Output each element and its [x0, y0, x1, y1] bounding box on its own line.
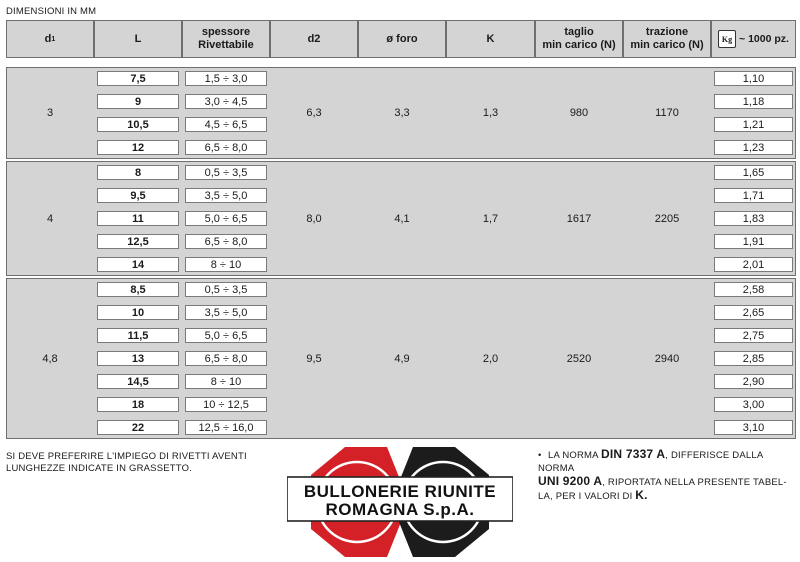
norm-note-text-3: , RIPORTATA NELLA PRESENTE TABEL- — [602, 477, 787, 488]
length-cell: 14 — [97, 257, 179, 272]
thickness-cell: 0,5 ÷ 3,5 — [185, 282, 267, 297]
norm-note — [538, 448, 798, 503]
thickness-cell: 5,0 ÷ 6,5 — [185, 328, 267, 343]
weight-cell: 1,23 — [714, 140, 793, 155]
preference-note-line2: LUNGHEZZE INDICATE IN GRASSETTO. — [6, 463, 193, 474]
header-trazione-line1: trazione — [645, 26, 689, 38]
thickness-cell: 4,5 ÷ 6,5 — [185, 117, 267, 132]
thickness-cell: 8 ÷ 10 — [185, 257, 267, 272]
logo-line1: BULLONERIE RIUNITE — [303, 482, 497, 501]
norm-uni: UNI 9200 A — [538, 474, 603, 488]
bullet-icon: • — [538, 450, 542, 461]
norm-din: DIN 7337 A — [601, 447, 666, 461]
preference-note-line1: SI DEVE PREFERIRE L'IMPIEGO DI RIVETTI AVENTI — [6, 451, 247, 462]
norm-note-text-1: LA NORMA — [548, 450, 599, 461]
weight-cell: 2,90 — [714, 374, 793, 389]
length-cell: 9 — [97, 94, 179, 109]
header-trazione — [623, 20, 711, 58]
group-trazione-value: 2940 — [654, 352, 680, 365]
length-cell: 7,5 — [97, 71, 179, 86]
group-d2-value: 8,0 — [306, 212, 322, 225]
header-d2: d2 — [270, 20, 358, 58]
length-cell: 10 — [97, 305, 179, 320]
preference-note — [6, 451, 247, 475]
thickness-cell: 6,5 ÷ 8,0 — [185, 351, 267, 366]
weight-icon: Kg — [718, 30, 736, 48]
length-cell: 8,5 — [97, 282, 179, 297]
group-d2-value: 6,3 — [306, 107, 322, 119]
group-foro-value: 4,9 — [394, 352, 410, 365]
header-spessore-line2: Rivettabile — [198, 39, 254, 51]
header-weight — [711, 20, 796, 58]
weight-cell: 3,00 — [714, 397, 793, 412]
header-K: K — [446, 20, 535, 58]
group-trazione-value: 1170 — [655, 107, 679, 119]
header-foro: ø foro — [358, 20, 446, 58]
group-d1-value: 4,8 — [42, 352, 58, 365]
group-taglio-value: 1617 — [566, 212, 592, 225]
header-d1-label: d — [44, 32, 52, 45]
header-taglio-line2: min carico (N) — [542, 39, 616, 51]
weight-cell: 1,18 — [714, 94, 793, 109]
weight-cell: 2,75 — [714, 328, 793, 343]
group-K-value: 1,3 — [482, 107, 499, 119]
length-cell: 11 — [97, 211, 179, 226]
norm-note-text-4: LA, PER I VALORI DI — [538, 491, 633, 502]
thickness-cell: 5,0 ÷ 6,5 — [185, 211, 267, 226]
group-d1-value: 3 — [46, 107, 54, 119]
thickness-cell: 6,5 ÷ 8,0 — [185, 140, 267, 155]
weight-cell: 1,71 — [714, 188, 793, 203]
weight-cell: 2,01 — [714, 257, 793, 272]
header-L: L — [94, 20, 182, 58]
length-cell: 11,5 — [97, 328, 179, 343]
length-cell: 9,5 — [97, 188, 179, 203]
group-taglio-value: 2520 — [566, 352, 592, 365]
group-K-value: 2,0 — [482, 352, 499, 365]
header-weight-label: ~ 1000 pz. — [739, 32, 789, 45]
thickness-cell: 3,0 ÷ 4,5 — [185, 94, 267, 109]
thickness-cell: 10 ÷ 12,5 — [185, 397, 267, 412]
length-cell: 12 — [97, 140, 179, 155]
company-logo — [287, 447, 513, 557]
group-K-value: 1,7 — [482, 212, 499, 225]
thickness-cell: 3,5 ÷ 5,0 — [185, 188, 267, 203]
norm-note-text-2: , DIFFERISCE DALLA NORMA — [538, 450, 763, 474]
thickness-cell: 8 ÷ 10 — [185, 374, 267, 389]
header-trazione-line2: min carico (N) — [630, 39, 704, 51]
thickness-cell: 3,5 ÷ 5,0 — [185, 305, 267, 320]
length-cell: 14,5 — [97, 374, 179, 389]
thickness-cell: 12,5 ÷ 16,0 — [185, 420, 267, 435]
length-cell: 8 — [97, 165, 179, 180]
weight-cell: 2,65 — [714, 305, 793, 320]
group-foro-value: 3,3 — [394, 107, 410, 119]
weight-cell: 1,10 — [714, 71, 793, 86]
header-spessore — [182, 20, 270, 58]
length-cell: 18 — [97, 397, 179, 412]
logo-line2: ROMAGNA S.p.A. — [325, 500, 475, 519]
length-cell: 22 — [97, 420, 179, 435]
weight-cell: 1,21 — [714, 117, 793, 132]
group-d2-value: 9,5 — [306, 352, 322, 365]
weight-cell: 1,65 — [714, 165, 793, 180]
length-cell: 10,5 — [97, 117, 179, 132]
header-taglio — [535, 20, 623, 58]
weight-cell: 3,10 — [714, 420, 793, 435]
weight-cell: 2,58 — [714, 282, 793, 297]
header-d1-sub: 1 — [51, 35, 56, 43]
header-taglio-line1: taglio — [564, 26, 594, 38]
units-caption: DIMENSIONI IN MM — [6, 6, 97, 17]
length-cell: 12,5 — [97, 234, 179, 249]
weight-cell: 2,85 — [714, 351, 793, 366]
header-d1 — [6, 20, 94, 58]
length-cell: 13 — [97, 351, 179, 366]
weight-cell: 1,83 — [714, 211, 793, 226]
group-taglio-value: 980 — [569, 107, 589, 119]
group-trazione-value: 2205 — [654, 212, 680, 225]
norm-k: K. — [635, 488, 648, 502]
thickness-cell: 6,5 ÷ 8,0 — [185, 234, 267, 249]
group-d1-value: 4 — [46, 212, 54, 225]
header-spessore-line1: spessore — [201, 26, 251, 38]
group-foro-value: 4,1 — [394, 212, 410, 225]
weight-cell: 1,91 — [714, 234, 793, 249]
thickness-cell: 1,5 ÷ 3,0 — [185, 71, 267, 86]
thickness-cell: 0,5 ÷ 3,5 — [185, 165, 267, 180]
